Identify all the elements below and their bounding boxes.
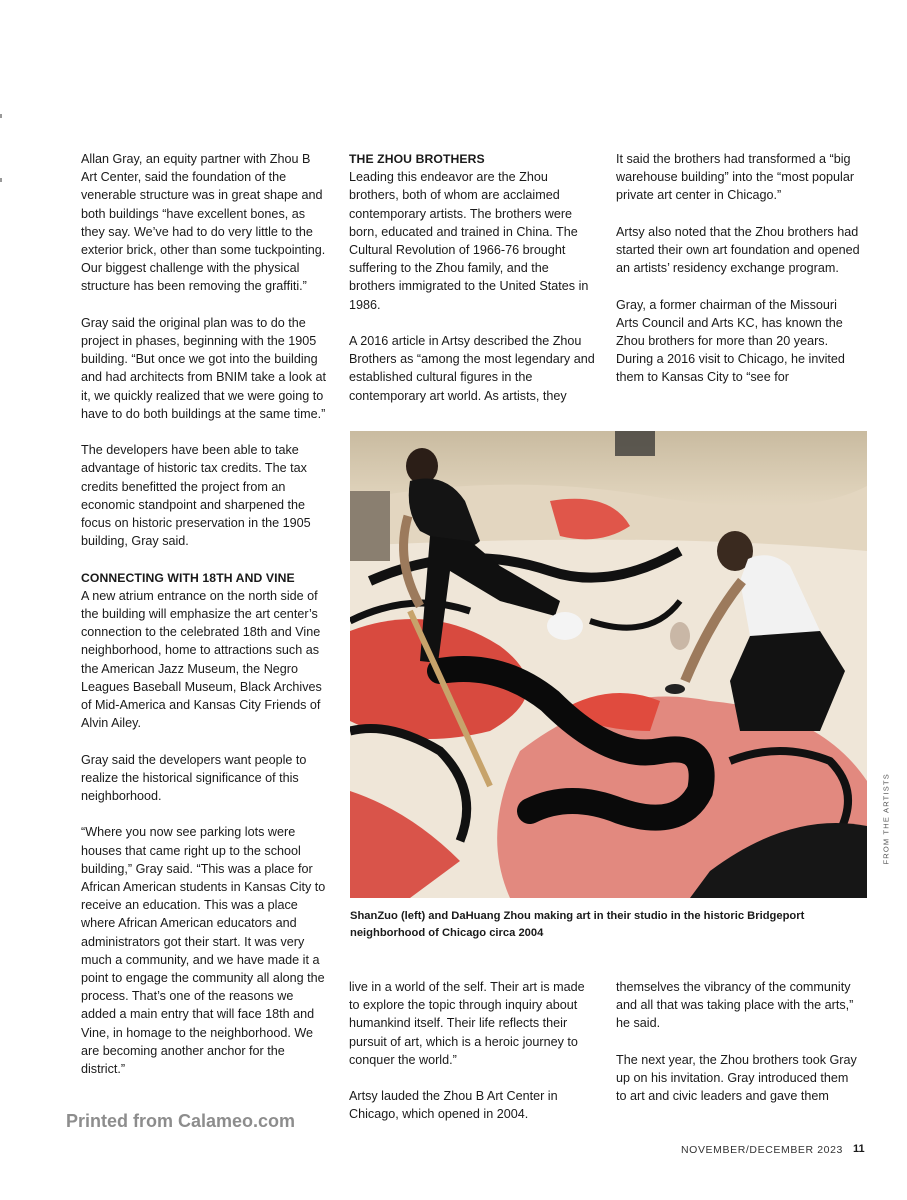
paragraph: Leading this endeavor are the Zhou brothers, both of whom are acclaimed contemporary artists. The brothers were born, educated and trained in China. The Cultural Revolution of 1966-76 brought suffering to the Zhou family, and the brothers immigrated to the United States in 1986.: [349, 170, 589, 312]
paragraph: It said the brothers had transformed a “big warehouse building” into the “most popular private art center in Chicago.”: [616, 152, 855, 203]
paragraph: Artsy also noted that the Zhou brothers had started their own art foundation and opened an artists’ residency exchange program.: [616, 224, 860, 276]
paragraph: Gray said the developers want people to realize the historical significance of this neighborhood.: [81, 752, 307, 804]
section-heading: THE ZHOU BROTHERS: [349, 152, 485, 166]
article-column-2-continued: [349, 978, 595, 1124]
calameo-watermark: Printed from Calameo.com: [66, 1111, 296, 1131]
article-column-3-continued: [616, 978, 862, 1105]
issue-date: NOVEMBER/DECEMBER 2023: [681, 1144, 843, 1156]
edge-mark: [0, 114, 2, 118]
paragraph: The developers have been able to take advantage of historic tax credits. The tax credits benefitted the project from an economic standpoint and sharpened the focus on historic preservation in the 1905 building, Gray said.: [81, 443, 311, 549]
section-heading: CONNECTING WITH 18TH AND VINE: [81, 570, 295, 585]
paragraph: live in a world of the self. Their art is made to explore the topic through inquiry about humankind itself. Their life reflects their pursuit of art, which is a heroic journey to conquer the world.”: [349, 980, 585, 1067]
photo-credit: FROM THE ARTISTS: [881, 773, 891, 865]
article-column-2: [349, 150, 595, 405]
paragraph: Artsy lauded the Zhou B Art Center in Chicago, which opened in 2004.: [349, 1089, 558, 1122]
photo-illustration: [350, 431, 867, 898]
paragraph: Gray said the original plan was to do the project in phases, beginning with the 1905 building. “But once we got into the building and had architects from BNIM take a look at it, we quickly realized that we were going to have to do both buildings at the same time.”: [81, 315, 326, 421]
page-number: 11: [853, 1143, 865, 1155]
paragraph: “Where you now see parking lots were houses that came right up to the school building,” Gray said. “This was a place for African American students in Kansas City to receive an education. This was a place where African American educators and administrators got their start. It was very much a community, and we have made it a point to engage the community all along the process. That’s one of the reasons we added a main entry that will face 18th and Vine, in homage to the neighborhood. We are becoming another anchor for the district.”: [81, 825, 326, 1077]
photo-caption: ShanZuo (left) and DaHuang Zhou making art in their studio in the historic Bridgeport neighborhood of Chicago circa 2004: [350, 910, 805, 939]
paragraph: The next year, the Zhou brothers took Gray up on his invitation. Gray introduced them to art and civic leaders and gave them: [616, 1052, 857, 1104]
article-column-3: [616, 150, 862, 387]
paragraph: Gray, a former chairman of the Missouri Arts Council and Arts KC, has known the Zhou brothers for more than 20 years. During a 2016 visit to Chicago, he invited them to Kansas City to “see for: [616, 297, 845, 385]
article-column-1: [81, 150, 327, 1078]
paragraph: themselves the vibrancy of the community and all that was taking place with the arts,” he said.: [616, 980, 854, 1031]
artists-photo: [350, 431, 867, 898]
edge-mark: [0, 178, 2, 182]
paragraph: A 2016 article in Artsy described the Zhou Brothers as “among the most legendary and established cultural figures in the contemporary art world. As artists, they: [349, 334, 595, 403]
paragraph: A new atrium entrance on the north side of the building will emphasize the art center’s connection to the celebrated 18th and Vine neighborhood, home to attractions such as the American Jazz Museum, the Negro Leagues Baseball Museum, Black Archives of Mid-America and Kansas City Friends of Alvin Ailey.: [81, 588, 322, 731]
paragraph: Allan Gray, an equity partner with Zhou B Art Center, said the foundation of the venerable structure was in great shape and both buildings “have excellent bones, as they say. We’ve had to do very little to the exterior brick, other than some tuckpointing. Our biggest challenge with the physical structure has been removing the graffiti.”: [81, 152, 326, 294]
